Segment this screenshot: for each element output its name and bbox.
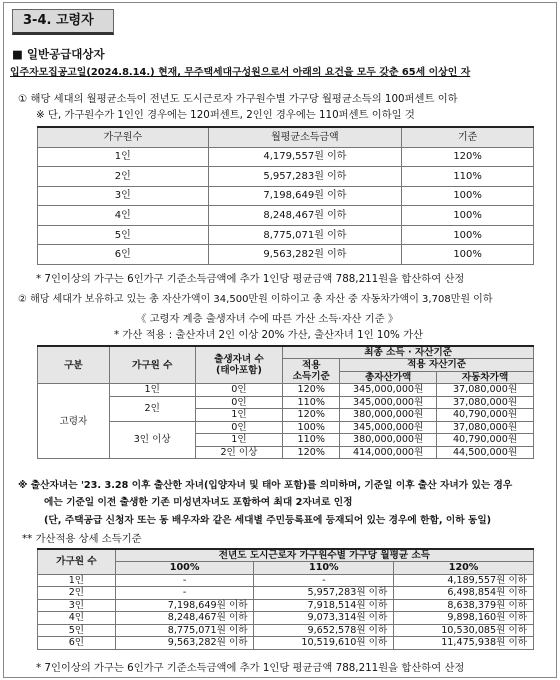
table-cell: 0인 xyxy=(195,384,283,397)
table-cell: 345,000,000원 xyxy=(340,396,437,409)
table-cell: 37,080,000원 xyxy=(437,384,534,397)
table-cell: 40,790,000원 xyxy=(437,434,534,447)
table-cell: - xyxy=(115,574,254,587)
table-cell: 3인 xyxy=(38,186,209,206)
table-cell: 7,918,514원 이하 xyxy=(254,599,394,612)
table-cell: 5,957,283원 이하 xyxy=(208,167,402,187)
table-row xyxy=(38,225,534,245)
table-row xyxy=(38,147,534,167)
table-row xyxy=(38,396,534,409)
table-cell: 9,652,578원 이하 xyxy=(254,624,394,637)
document-page xyxy=(3,2,557,678)
table-cell: 2인 xyxy=(109,396,195,421)
note-7-person-2: * 7인이상의 가구는 6인가구 기준소득금액에 추가 1인당 평균금액 788,211원을 합산하여 산정 xyxy=(36,662,465,674)
section-title: 3-4. 고령자 xyxy=(12,9,114,35)
table-cell: 0인 xyxy=(195,421,283,434)
header-final: 최종 소득 · 자산기준 xyxy=(283,346,534,359)
table-cell: 10,519,610원 이하 xyxy=(254,637,394,650)
table-cell: 3인 이상 xyxy=(109,421,195,459)
table-cell: 380,000,000원 xyxy=(340,434,437,447)
table-cell: 9,073,314원 이하 xyxy=(254,612,394,625)
table-cell: 4,179,557원 이하 xyxy=(208,147,402,167)
table-cell: - xyxy=(115,587,254,600)
table-cell: 110% xyxy=(402,167,534,187)
table-cell: 110% xyxy=(283,396,340,409)
table-cell: 100% xyxy=(402,225,534,245)
table-cell: 8,638,379원 이하 xyxy=(394,599,534,612)
table-cell: 345,000,000원 xyxy=(340,421,437,434)
table-cell: 4인 xyxy=(38,206,209,226)
table-row xyxy=(38,587,534,600)
table-cell: 8,248,467원 이하 xyxy=(208,206,402,226)
table-cell: 5인 xyxy=(38,624,116,637)
table-cell: 100% xyxy=(402,186,534,206)
col-header: 월평균소득금액 xyxy=(208,127,402,147)
col-header: 110% xyxy=(254,562,394,575)
condition-1-note: ※ 단, 가구원수가 1인인 경우에는 120퍼센트, 2인인 경우에는 110퍼센트 이하일 것 xyxy=(36,109,415,121)
table-cell: 1인 xyxy=(195,409,283,422)
table-cell: 1인 xyxy=(109,384,195,397)
col-header: 120% xyxy=(394,562,534,575)
table-row xyxy=(38,186,534,206)
table-cell: 9,898,160원 이하 xyxy=(394,612,534,625)
header-group: 구분 xyxy=(38,346,110,384)
income-table xyxy=(37,126,534,265)
table-cell: 414,000,000원 xyxy=(340,446,437,459)
header-children: 출생자녀 수 (태아포함) xyxy=(195,346,283,384)
header-income: 적용 소득기준 xyxy=(283,359,340,384)
table-cell: 7,198,649원 이하 xyxy=(115,599,254,612)
table-row xyxy=(38,245,534,265)
table-cell: 44,500,000원 xyxy=(437,446,534,459)
table-cell: 100% xyxy=(402,245,534,265)
table-cell: 120% xyxy=(283,446,340,459)
table-cell: 0인 xyxy=(195,396,283,409)
children-note-2: 에는 기준일 이전 출생한 기존 미성년자녀도 포함하여 최대 2자녀로 인정 xyxy=(44,497,353,508)
table-cell: - xyxy=(254,574,394,587)
table-cell: 5인 xyxy=(38,225,209,245)
table-cell: 8,775,071원 이하 xyxy=(208,225,402,245)
table-cell: 380,000,000원 xyxy=(340,409,437,422)
children-note-3: (단, 주택공급 신청자 또는 동 배우자와 같은 세대별 주민등록표에 등재되어 있는 경우에 한함, 이하 동일) xyxy=(44,515,492,526)
heading: ■ 일반공급대상자 xyxy=(12,47,105,61)
table-row xyxy=(38,421,534,434)
table-cell: 4,189,557원 이하 xyxy=(394,574,534,587)
condition-2: ② 해당 세대가 보유하고 있는 총 자산가액이 34,500만원 이하이고 총 자산 중 자동차가액이 3,708만원 이하 xyxy=(18,294,493,305)
col-header: 가구원수 xyxy=(38,127,209,147)
table-row xyxy=(38,574,534,587)
table-row xyxy=(38,599,534,612)
table-cell: 8,248,467원 이하 xyxy=(115,612,254,625)
table-cell: 9,563,282원 이하 xyxy=(115,637,254,650)
table-cell: 10,530,085원 이하 xyxy=(394,624,534,637)
col-header: 기준 xyxy=(402,127,534,147)
note-7-person: * 7인이상의 가구는 6인가구 기준소득금액에 추가 1인당 평균금액 788,211원을 합산하여 산정 xyxy=(36,273,465,285)
table-row xyxy=(38,167,534,187)
table-row xyxy=(38,384,534,397)
table-cell: 110% xyxy=(283,434,340,447)
header-total-asset: 총자산가액 xyxy=(340,371,437,384)
table-cell: 2인 xyxy=(38,167,209,187)
table-cell: 120% xyxy=(402,147,534,167)
table-cell: 40,790,000원 xyxy=(437,409,534,422)
table-cell: 100% xyxy=(283,421,340,434)
table-row xyxy=(38,624,534,637)
table-cell: 6,498,854원 이하 xyxy=(394,587,534,600)
detail-note: ** 가산적용 상세 소득기준 xyxy=(22,533,142,545)
table-row xyxy=(38,637,534,650)
table-cell: 2인 이상 xyxy=(195,446,283,459)
table-cell: 3인 xyxy=(38,599,116,612)
table-cell: 8,775,071원 이하 xyxy=(115,624,254,637)
table-row xyxy=(38,612,534,625)
sub-title: 《 고령자 계층 출생자녀 수에 따른 가산 소득·자산 기준 》 xyxy=(136,313,399,325)
header-members: 가구원 수 xyxy=(38,549,116,574)
table-row xyxy=(38,206,534,226)
header-car: 자동차가액 xyxy=(437,371,534,384)
intro-text: 입주자모집공고일(2024.8.14.) 현재, 무주택세대구성원으로서 아래의 요건을 모두 갖춘 65세 이상인 자 xyxy=(10,67,471,78)
table-cell: 120% xyxy=(283,409,340,422)
table-cell: 5,957,283원 이하 xyxy=(254,587,394,600)
table-cell: 120% xyxy=(283,384,340,397)
children-note-1: ※ 출산자녀는 '23. 3.28 이후 출산한 자녀(입양자녀 및 태아 포함)를 의미하며, 기준일 이후 출산 자녀가 있는 경우 xyxy=(18,480,513,491)
group-label: 고령자 xyxy=(38,384,110,459)
header-members: 가구원 수 xyxy=(109,346,195,384)
header-asset: 적용 자산기준 xyxy=(340,359,534,372)
header-group: 전년도 도시근로자 가구원수별 가구당 월평균 소득 xyxy=(115,549,533,562)
table-cell: 1인 xyxy=(195,434,283,447)
table-cell: 345,000,000원 xyxy=(340,384,437,397)
col-header: 100% xyxy=(115,562,254,575)
table-cell: 4인 xyxy=(38,612,116,625)
asset-table xyxy=(37,345,534,459)
table-cell: 9,563,282원 이하 xyxy=(208,245,402,265)
table-cell: 100% xyxy=(402,206,534,226)
detail-income-table xyxy=(37,548,534,650)
table-cell: 1인 xyxy=(38,147,209,167)
table-cell: 6인 xyxy=(38,637,116,650)
table-cell: 37,080,000원 xyxy=(437,421,534,434)
table-cell: 2인 xyxy=(38,587,116,600)
table-cell: 11,475,938원 이하 xyxy=(394,637,534,650)
sub-note: * 가산 적용 : 출산자녀 2인 이상 20% 가산, 출산자녀 1인 10% 가산 xyxy=(114,329,423,341)
table-cell: 1인 xyxy=(38,574,116,587)
table-cell: 37,080,000원 xyxy=(437,396,534,409)
condition-1: ① 해당 세대의 월평균소득이 전년도 도시근로자 가구원수별 가구당 월평균소득의 100퍼센트 이하 xyxy=(18,93,458,105)
table-cell: 7,198,649원 이하 xyxy=(208,186,402,206)
table-cell: 6인 xyxy=(38,245,209,265)
